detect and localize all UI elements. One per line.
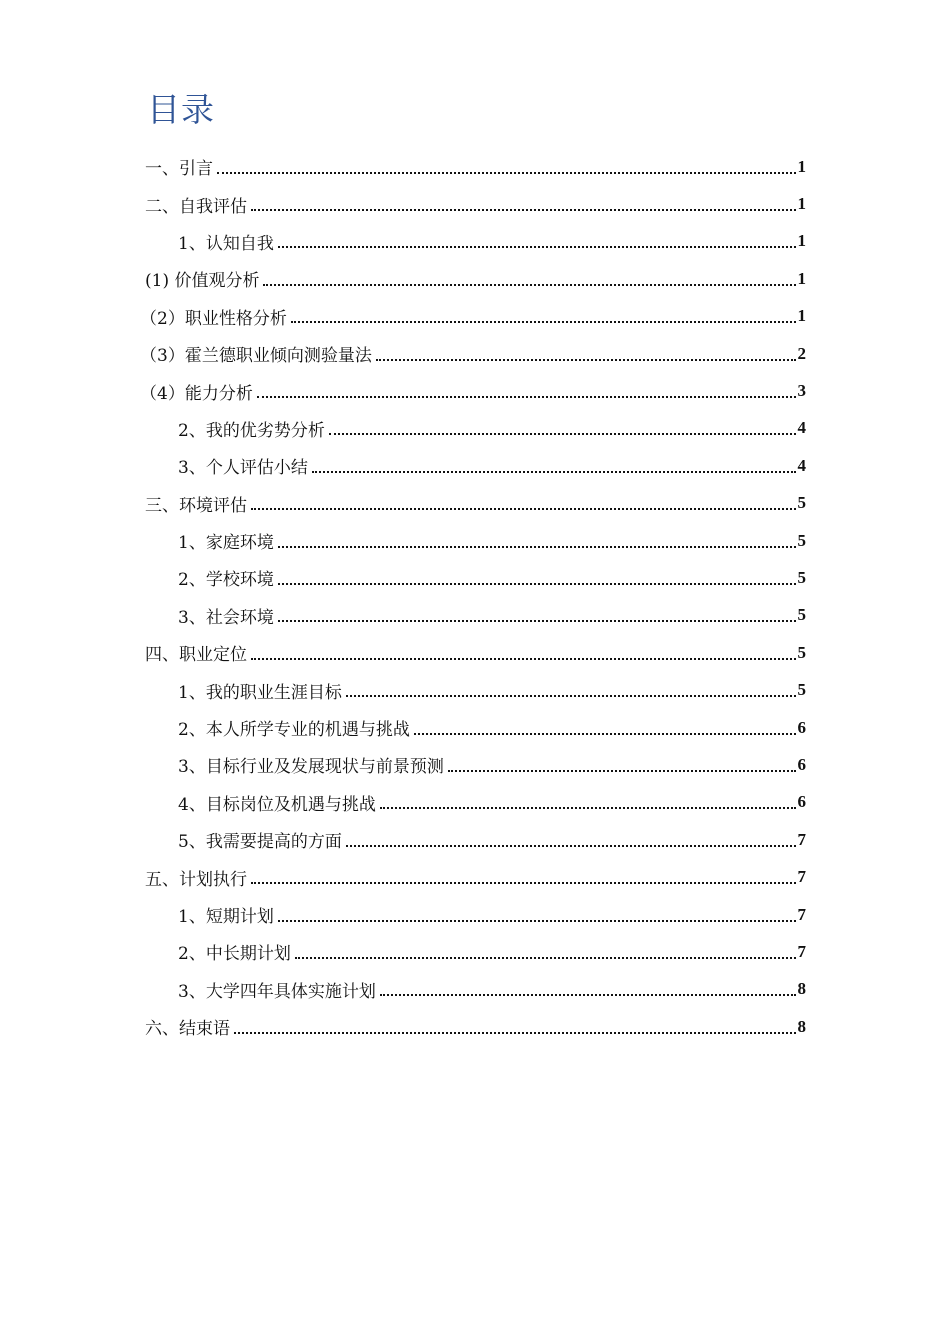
toc-dot-leader xyxy=(251,508,796,510)
toc-page-number: 1 xyxy=(797,194,806,214)
toc-entry-intro[interactable] xyxy=(145,148,806,185)
toc-dot-leader xyxy=(263,284,795,286)
toc-dot-leader xyxy=(448,770,796,772)
toc-dot-leader xyxy=(278,620,796,622)
toc-entry-label: （4）能力分析 xyxy=(140,383,253,404)
toc-page-number: 3 xyxy=(797,381,806,401)
toc-entry-know-self[interactable] xyxy=(178,223,806,260)
toc-entry-plan-execution[interactable] xyxy=(145,858,806,895)
toc-entry-label: 1、认知自我 xyxy=(178,233,274,254)
toc-entry-social-env[interactable] xyxy=(178,597,806,634)
toc-page-number: 7 xyxy=(797,867,806,887)
toc-entry-label: 四、职业定位 xyxy=(145,645,247,666)
toc-entry-label: (1) 价值观分析 xyxy=(145,271,260,292)
toc-dot-leader xyxy=(346,845,796,847)
toc-entry-label: 六、结束语 xyxy=(145,1019,230,1040)
toc-page-number: 5 xyxy=(797,493,806,513)
toc-page-number: 1 xyxy=(797,268,806,288)
toc-dot-leader xyxy=(414,733,796,735)
toc-page-number: 1 xyxy=(797,156,806,176)
toc-page-number: 7 xyxy=(797,941,806,961)
toc-dot-leader xyxy=(376,359,796,361)
toc-entry-label: 3、目标行业及发展现状与前景预测 xyxy=(178,757,444,778)
toc-dot-leader xyxy=(380,807,796,809)
toc-page-number: 7 xyxy=(797,904,806,924)
toc-dot-leader xyxy=(380,994,796,996)
toc-entry-industry-outlook[interactable] xyxy=(178,746,806,783)
toc-entry-school-env[interactable] xyxy=(178,559,806,596)
toc-entry-target-position[interactable] xyxy=(178,784,806,821)
toc-page-number: 8 xyxy=(797,979,806,999)
toc-page-number: 5 xyxy=(797,680,806,700)
toc-entry-label: 五、计划执行 xyxy=(145,869,247,890)
toc-entry-label: 一、引言 xyxy=(145,159,213,180)
toc-entry-environment[interactable] xyxy=(145,485,806,522)
toc-page-number: 6 xyxy=(797,792,806,812)
toc-entry-personality-analysis[interactable] xyxy=(140,298,806,335)
toc-page-number: 6 xyxy=(797,754,806,774)
toc-entry-four-year-plan[interactable] xyxy=(178,971,806,1008)
toc-dot-leader xyxy=(278,920,796,922)
toc-entry-career-positioning[interactable] xyxy=(145,634,806,671)
toc-title: 目录 xyxy=(147,90,215,129)
toc-page-number: 8 xyxy=(797,1016,806,1036)
toc-page-number: 5 xyxy=(797,642,806,662)
toc-dot-leader xyxy=(278,583,796,585)
toc-dot-leader xyxy=(329,433,796,435)
toc-dot-leader xyxy=(251,658,796,660)
toc-entry-values-analysis[interactable] xyxy=(145,260,806,297)
toc-entry-label: 1、我的职业生涯目标 xyxy=(178,682,342,703)
toc-entry-label: 三、环境评估 xyxy=(145,495,247,516)
toc-entry-label: 2、我的优劣势分析 xyxy=(178,420,325,441)
toc-entry-label: 2、学校环境 xyxy=(178,570,274,591)
toc-entry-major-opportunities[interactable] xyxy=(178,709,806,746)
toc-page-number: 6 xyxy=(797,717,806,737)
toc-page-number: 5 xyxy=(797,605,806,625)
toc-entry-label: 5、我需要提高的方面 xyxy=(178,832,342,853)
toc-page-number: 5 xyxy=(797,567,806,587)
toc-entry-self-assessment[interactable] xyxy=(145,185,806,222)
toc-entry-label: 1、家庭环境 xyxy=(178,533,274,554)
toc-dot-leader xyxy=(257,396,796,398)
toc-entry-swot[interactable] xyxy=(178,410,806,447)
toc-dot-leader xyxy=(217,172,796,174)
toc-dot-leader xyxy=(312,471,796,473)
toc-entry-label: 3、大学四年具体实施计划 xyxy=(178,981,376,1002)
toc-dot-leader xyxy=(295,957,796,959)
toc-entry-long-term-plan[interactable] xyxy=(178,933,806,970)
toc-entry-assessment-summary[interactable] xyxy=(178,447,806,484)
toc-page-number: 2 xyxy=(797,343,806,363)
toc-page-number: 4 xyxy=(797,455,806,475)
toc-entry-label: 3、社会环境 xyxy=(178,607,274,628)
toc-dot-leader xyxy=(251,209,796,211)
toc-page-number: 5 xyxy=(797,530,806,550)
toc-page-number: 7 xyxy=(797,829,806,849)
toc-entry-career-goal[interactable] xyxy=(178,671,806,708)
toc-entry-conclusion[interactable] xyxy=(145,1008,806,1045)
toc-dot-leader xyxy=(234,1032,796,1034)
toc-entry-short-term-plan[interactable] xyxy=(178,896,806,933)
toc-entry-improvements[interactable] xyxy=(178,821,806,858)
toc-entry-label: 1、短期计划 xyxy=(178,907,274,927)
toc-entry-holland-test[interactable] xyxy=(140,335,806,372)
toc-dot-leader xyxy=(346,695,796,697)
toc-list xyxy=(0,148,950,1045)
toc-entry-ability-analysis[interactable] xyxy=(140,372,806,409)
toc-page-number: 4 xyxy=(797,418,806,438)
toc-entry-label: 2、本人所学专业的机遇与挑战 xyxy=(178,720,410,741)
toc-dot-leader xyxy=(278,546,796,548)
toc-entry-label: 2、中长期计划 xyxy=(178,944,291,965)
toc-entry-label: 3、个人评估小结 xyxy=(178,458,308,479)
toc-entry-label: （3）霍兰德职业倾向测验量法 xyxy=(140,346,372,367)
toc-dot-leader xyxy=(278,246,796,248)
toc-entry-label: 二、自我评估 xyxy=(145,196,247,217)
toc-entry-label: 4、目标岗位及机遇与挑战 xyxy=(178,794,376,815)
toc-entry-label: （2）职业性格分析 xyxy=(140,308,287,329)
toc-dot-leader xyxy=(251,882,796,884)
toc-page-number: 1 xyxy=(797,306,806,326)
toc-entry-family-env[interactable] xyxy=(178,522,806,559)
toc-page-number: 1 xyxy=(797,231,806,251)
toc-dot-leader xyxy=(291,321,796,323)
